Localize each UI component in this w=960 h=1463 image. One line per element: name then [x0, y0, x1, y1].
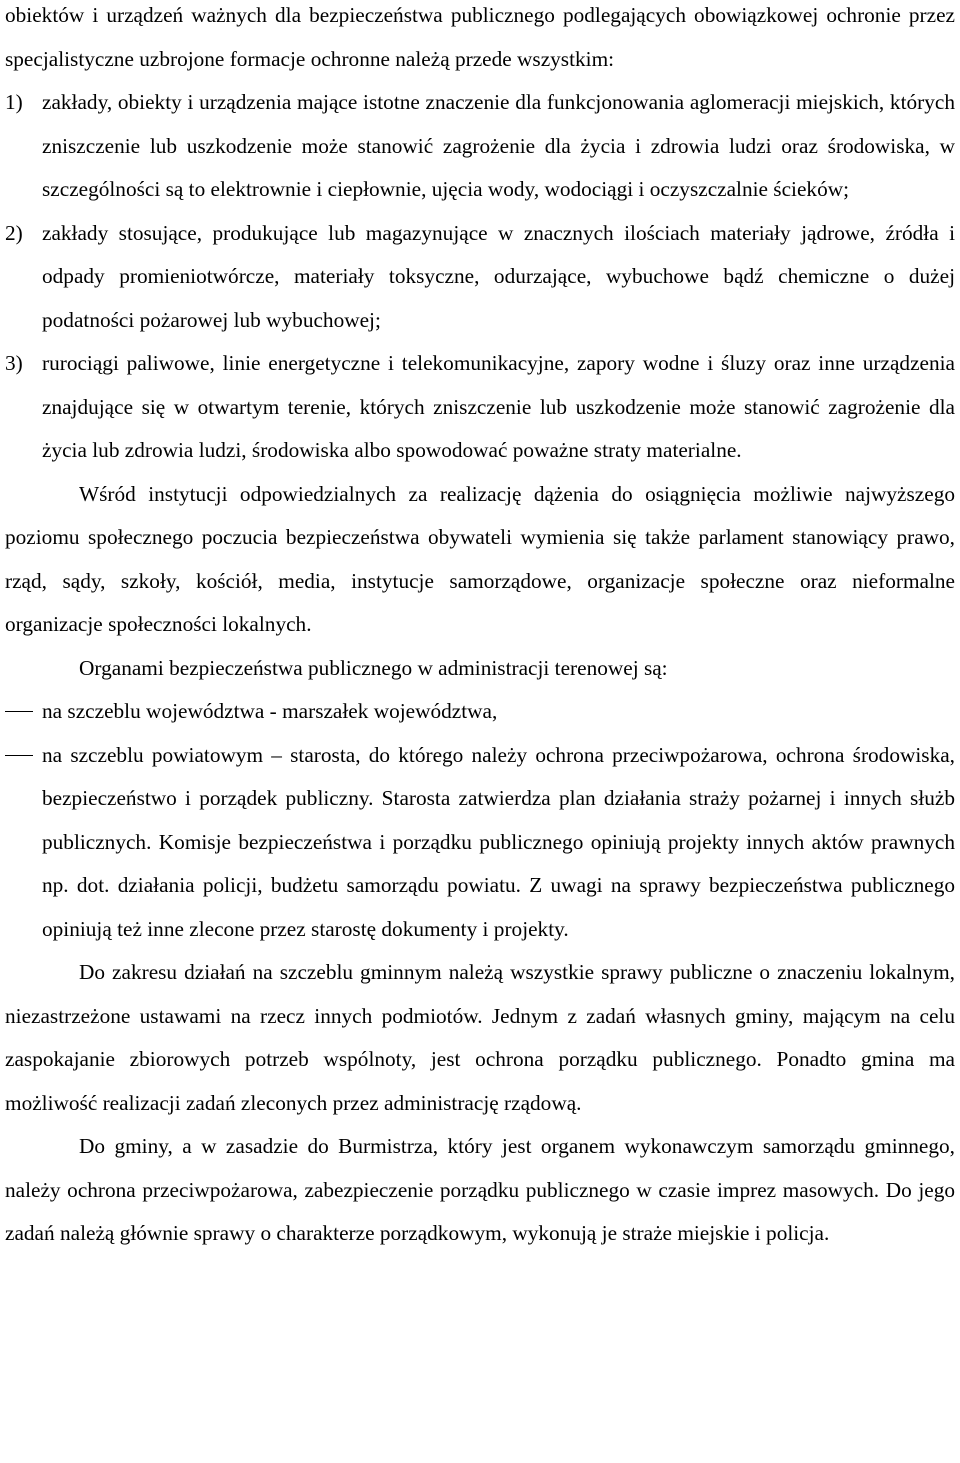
- dash-list-item: [5, 690, 955, 734]
- dash-bullet-icon: [5, 755, 33, 756]
- list-item: [5, 81, 955, 212]
- paragraph-burmistrz: Do gminy, a w zasadzie do Burmistrza, który jest organem wykonawczym samorządu gminnego, należy ochrona przeciwpożarowa, zabezpieczenie porządku publicznego w czasie imprez masowych. Do jego zadań należą głównie sprawy o charakterze porządkowym, wykonują je straże miejskie i policja.: [5, 1134, 955, 1245]
- document-page: [5, 0, 955, 1256]
- numbered-list: [5, 81, 955, 473]
- dash-list-item: [5, 734, 955, 952]
- list-item-text: rurociągi paliwowe, linie energetyczne i telekomunikacyjne, zapory wodne i śluzy oraz inne urządzenia znajdujące się w otwartym terenie, których zniszczenie lub uszkodzenie może stanowić zagrożenie dla życia lub zdrowia ludzi, środowiska albo spowodować poważne straty materialne.: [42, 351, 955, 462]
- list-item: [5, 342, 955, 473]
- paragraph-organs: Organami bezpieczeństwa publicznego w administracji terenowej są:: [79, 655, 668, 680]
- dash-bullet-icon: [5, 711, 33, 712]
- list-item-text: zakłady, obiekty i urządzenia mające istotne znaczenie dla funkcjonowania aglomeracji miejskich, których zniszczenie lub uszkodzenie może stanowić zagrożenie dla życia i zdrowia ludzi oraz środowiska, w szczególności są to elektrownie i ciepłownie, ujęcia wody, wodociągi i oczyszczalnie ścieków;: [42, 90, 955, 201]
- list-item-text: zakłady stosujące, produkujące lub magazynujące w znacznych ilościach materiały jądrowe, źródła i odpady promieniotwórcze, materiały toksyczne, odurzające, wybuchowe bądź chemiczne o dużej podatności pożarowej lub wybuchowej;: [42, 220, 955, 332]
- dash-list-item-text: na szczeblu województwa - marszałek województwa,: [42, 699, 498, 723]
- intro-text: obiektów i urządzeń ważnych dla bezpieczeństwa publicznego podlegających obowiązkowej ochronie przez specjalistyczne uzbrojone formacje ochronne należą przede wszystkim:: [5, 3, 955, 71]
- list-marker: 3): [5, 351, 23, 375]
- paragraph-institutions: Wśród instytucji odpowiedzialnych za realizację dążenia do osiągnięcia możliwie najwyższego poziomu społecznego poczucia bezpieczeństwa obywateli wymienia się także parlament stanowiący prawo, rząd, sądy, szkoły, kościół, media, instytucje samorządowe, organizacje społeczne oraz nieformalne organizacje społeczności lokalnych.: [5, 481, 955, 636]
- list-marker: 2): [5, 220, 23, 245]
- list-marker: 1): [5, 90, 23, 114]
- list-item: [5, 212, 955, 343]
- dash-list: [5, 690, 955, 951]
- paragraph-gmina: Do zakresu działań na szczeblu gminnym należą wszystkie sprawy publiczne o znaczeniu lokalnym, niezastrzeżone ustawami na rzecz innych podmiotów. Jednym z zadań własnych gminy, mającym na celu zaspokajanie zbiorowych potrzeb wspólnoty, jest ochrona porządku publicznego. Ponadto gmina ma możliwość realizacji zadań zleconych przez administrację rządową.: [5, 960, 955, 1115]
- dash-list-item-text: na szczeblu powiatowym – starosta, do którego należy ochrona przeciwpożarowa, ochrona środowiska, bezpieczeństwo i porządek publiczny. Starosta zatwierdza plan działania straży pożarnej i innych służb publicznych. Komisje bezpieczeństwa i porządku publicznego opiniują projekty innych aktów prawnych np. dot. działania policji, budżetu samorządu powiatu. Z uwagi na sprawy bezpieczeństwa publicznego opiniują też inne zlecone przez starostę dokumenty i projekty.: [42, 742, 955, 941]
